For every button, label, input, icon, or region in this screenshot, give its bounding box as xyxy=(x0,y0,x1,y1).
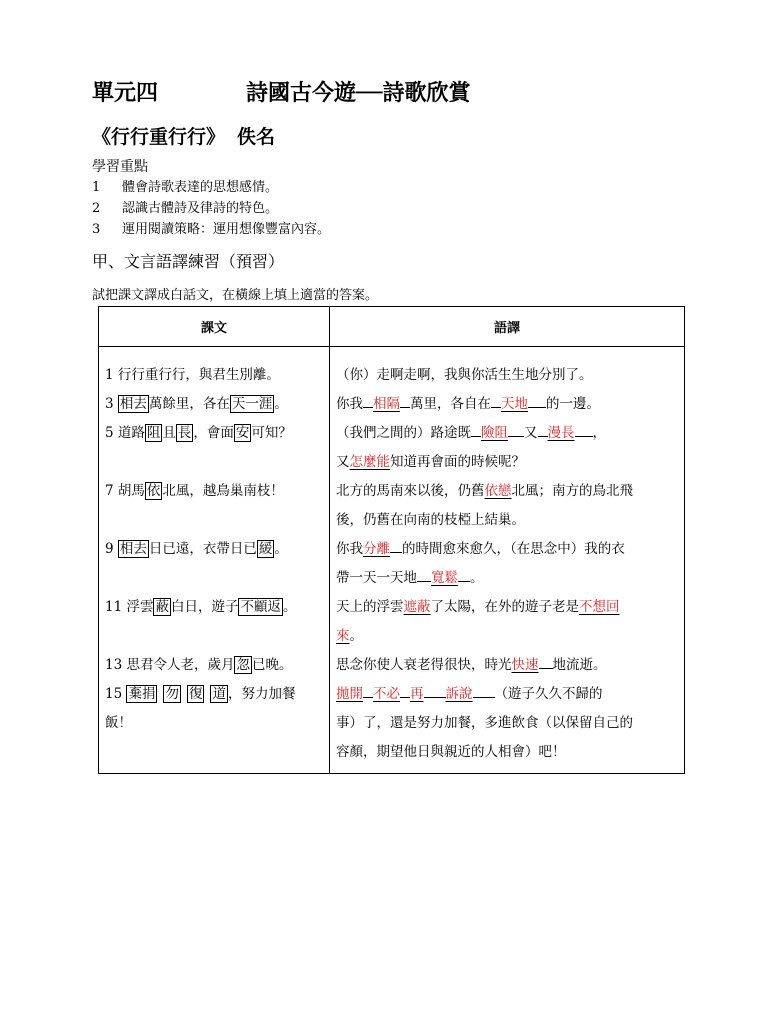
table-header-row xyxy=(99,307,685,347)
translation-line-12: 來。 xyxy=(336,628,363,644)
keyword-box: 相去 xyxy=(119,541,147,557)
translation-line-1: （你）走啊走啊，我與你活生生地分別了。 xyxy=(336,367,593,383)
keyword-box: 長 xyxy=(177,425,192,441)
table-row xyxy=(99,347,685,774)
translation-line-6: 又怎麼能知道再會面的時候呢？ xyxy=(336,454,525,470)
text-line-5: 5 道路 阻 且 長 ，會面 安 可知？ xyxy=(105,425,292,441)
text-line-16: 飯！ xyxy=(105,715,132,731)
translation-cell xyxy=(330,347,685,774)
learning-focus-heading: 學習重點 xyxy=(92,159,148,175)
list-item: 1 體會詩歌表達的思想感情。 xyxy=(92,180,279,195)
column-header-text: 課文 xyxy=(99,307,330,347)
learning-focus-list xyxy=(92,177,330,240)
answer-fill: 來 xyxy=(336,628,350,644)
poem-author: 佚名 xyxy=(237,126,276,148)
translation-line-9: 你我分離 的時間愈來愈久，（在思念中）我的衣 xyxy=(336,535,679,564)
keyword-box: 依 xyxy=(146,483,161,499)
text-line-15: 15 棄捐 勿 復 道 ，努力加餐 xyxy=(105,686,296,702)
poem-title: 《行行重行行》 xyxy=(92,126,226,148)
answer-fill: 漫長 xyxy=(547,425,575,441)
keyword-box: 相去 xyxy=(119,396,147,412)
keyword-box: 緩 xyxy=(258,541,273,557)
answer-fill: 遮蔽 xyxy=(403,599,431,615)
keyword-box: 道 xyxy=(212,686,226,702)
translation-table xyxy=(98,306,685,774)
unit-label: 單元四 xyxy=(92,80,159,106)
column-header-translation: 語譯 xyxy=(330,307,685,347)
translation-line-7: 北方的馬南來以後，仍舊依戀北風；南方的鳥北飛 xyxy=(336,483,633,499)
list-item: 2 認識古體詩及律詩的特色。 xyxy=(92,201,279,216)
keyword-box: 忽 xyxy=(236,657,250,673)
answer-fill: 訴說 xyxy=(445,686,473,702)
translation-line-11: 天上的浮雲遮蔽了太陽，在外的遊子老是不想回 xyxy=(336,599,620,615)
text-line-9: 9 相去 日已遠，衣帶日已 緩 。 xyxy=(105,541,288,557)
answer-fill: 險阻 xyxy=(481,425,508,441)
poem-text-cell xyxy=(99,347,330,774)
text-line-11: 11 浮雲 蔽 白日，遊子 不顧返 。 xyxy=(105,599,297,615)
keyword-box: 阻 xyxy=(146,425,161,441)
answer-fill: 拋開 xyxy=(336,686,363,702)
translation-line-5: （我們之間的）路途既 險阻 又 漫長 ， xyxy=(336,419,679,448)
keyword-box: 勿 xyxy=(165,686,179,702)
text-line-1: 1 行行重行行，與君生別離。 xyxy=(105,367,280,383)
translation-line-13: 思念你使人衰老得很快，時光快速 地流逝。 xyxy=(336,651,679,680)
text-line-13: 13 思君令人老，歲月 忽 已晚。 xyxy=(105,657,293,673)
answer-fill: 依戀 xyxy=(484,483,512,499)
translation-line-15: 拋開 不必 再 訴說 （遊子久久不歸的 xyxy=(336,680,679,709)
section-heading: 甲、文言語譯練習（預習） xyxy=(92,252,285,271)
translation-line-17: 容顏，期望他日與親近的人相會）吧！ xyxy=(336,744,566,760)
unit-title xyxy=(92,76,612,107)
keyword-box: 棄捐 xyxy=(128,686,156,702)
answer-fill: 快速 xyxy=(511,657,539,673)
answer-fill: 不想回 xyxy=(579,599,620,615)
keyword-box: 天一涯 xyxy=(231,396,273,412)
answer-fill: 再 xyxy=(410,686,424,702)
translation-line-8: 後，仍舊在向南的枝椏上結巢。 xyxy=(336,512,525,528)
text-line-3: 3 相去 萬餘里，各在 天一涯 。 xyxy=(105,396,288,412)
translation-line-16: 事）了，還是努力加餐，多進飲食（以保留自己的 xyxy=(336,715,633,731)
answer-fill: 寬鬆 xyxy=(431,570,458,586)
answer-fill: 怎麼能 xyxy=(349,454,390,470)
answer-fill: 不必 xyxy=(373,686,400,702)
answer-fill: 分離 xyxy=(363,541,390,557)
unit-topic: 詩國古今遊──詩歌欣賞 xyxy=(246,80,471,106)
keyword-box: 蔽 xyxy=(155,599,169,615)
keyword-box: 不顧返 xyxy=(240,599,281,615)
poem-heading xyxy=(92,122,275,149)
keyword-box: 復 xyxy=(188,686,203,702)
answer-fill: 相隔 xyxy=(373,396,400,412)
answer-fill: 天地 xyxy=(501,396,528,412)
keyword-box: 安 xyxy=(235,425,250,441)
exercise-instruction: 試把課文譯成白話文，在橫線上填上適當的答案。 xyxy=(92,288,379,303)
text-line-7: 7 胡馬 依 北風，越鳥巢南枝！ xyxy=(105,483,284,499)
list-item: 3 運用閱讀策略：運用想像豐富內容。 xyxy=(92,222,331,237)
translation-line-10: 帶一天一天地 寬鬆 。 xyxy=(336,564,679,593)
translation-line-3: 你我 相隔 萬里，各自在 天地 的一邊。 xyxy=(336,390,679,419)
